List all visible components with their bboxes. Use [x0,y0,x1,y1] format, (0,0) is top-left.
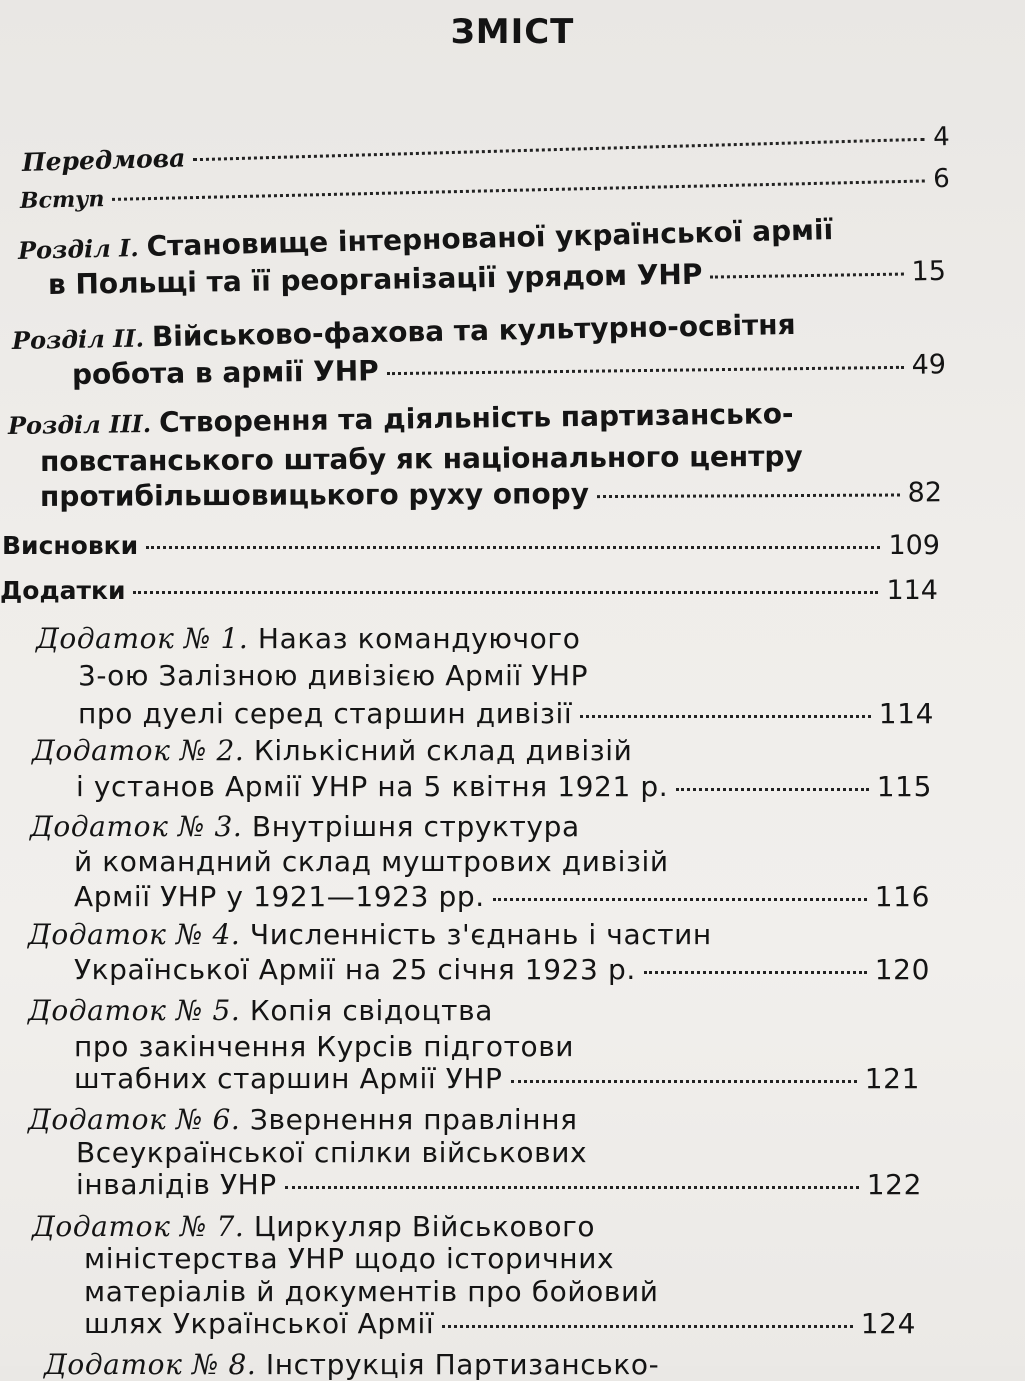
appendix-4-line1 [28,918,712,951]
entry-label: Додатки [0,576,126,605]
toc-entry-r2-line1 [12,308,796,356]
dot-leader [580,715,870,718]
chapter-title-line: Становище інтернованої української армії [146,213,834,263]
toc-entry-r3-line3 [40,475,942,513]
appendix-3-line2 [74,845,669,878]
dot-leader [676,788,869,791]
appendix-text: Звернення правління [249,1103,578,1136]
chapter-title-line: протибільшовицького руху опору [39,477,590,513]
appendix-7-line1 [32,1210,595,1243]
appendix-5-line3 [74,1062,920,1095]
dot-leader [493,898,867,901]
appendix-label: Додаток № 7. [32,1210,245,1243]
appendix-label: Додаток № 8. [44,1348,257,1381]
appendix-text: Кількісний склад дивізій [253,734,633,767]
chapter-title-line: Військово-фахова та культурно-освітня [151,307,796,354]
appendix-text: Армії УНР у 1921—1923 рр. [74,880,485,913]
appendix-text: штабних старшин Армії УНР [74,1062,503,1095]
appendix-6-line3 [76,1168,922,1201]
dot-leader [387,366,904,375]
appendix-text: інвалідів УНР [76,1168,277,1201]
toc-entry-dodatky [0,575,938,606]
appendix-label: Додаток № 3. [30,810,243,843]
appendix-1-line2 [78,659,588,692]
appendix-text: Циркуляр Військового [253,1210,596,1243]
appendix-6-line2 [76,1136,587,1169]
dot-leader [133,591,878,594]
dot-leader [597,493,900,498]
entry-label: Вступ [19,186,105,214]
appendix-6-line1 [28,1103,578,1136]
page-number: 114 [886,575,938,606]
appendix-label: Додаток № 1. [36,622,249,655]
page-number: 120 [874,953,930,986]
chapter-title-line: Створення та діяльність партизансько- [158,397,794,439]
appendix-4-line2 [74,953,930,986]
toc-entry-vysnovky [2,530,940,561]
appendix-2-line2 [76,770,932,803]
dot-leader [511,1080,857,1083]
entry-label: Висновки [2,531,139,560]
chapter-prefix: Розділ I. [17,233,140,265]
toc-entry-r3-line1 [8,397,794,441]
appendix-text: матеріалів й документів про бойовий [84,1275,659,1308]
dot-leader [193,138,925,161]
appendix-label: Додаток № 2. [32,734,245,767]
appendix-text: 3-ою Залізною дивізією Армії УНР [78,659,589,692]
chapter-title-line: робота в армії УНР [71,354,379,391]
dot-leader [644,971,867,974]
page-number: 15 [911,255,947,288]
appendix-text: Всеукраїнської спілки військових [76,1136,588,1169]
page-number: 122 [866,1168,922,1201]
appendix-8-line1 [44,1348,659,1381]
page-number: 114 [878,697,934,730]
appendix-label: Додаток № 6. [28,1103,241,1136]
appendix-3-line1 [30,810,580,843]
appendix-text: Копія свідоцтва [249,994,493,1027]
appendix-text: і установ Армії УНР на 5 квітня 1921 р. [76,770,669,803]
appendix-text: Інструкція Партизансько- [265,1348,660,1381]
chapter-title-line: повстанського штабу як національного центру [39,439,803,478]
appendix-7-line3 [84,1275,659,1308]
page-number: 124 [860,1307,916,1340]
appendix-2-line1 [32,734,632,767]
chapter-prefix: Розділ III. [7,409,152,440]
appendix-text: міністерства УНР щодо історичних [84,1242,615,1275]
page-number: 6 [932,163,951,195]
appendix-7-line4 [84,1307,916,1340]
chapter-prefix: Розділ II. [11,323,145,355]
toc-entry-r3-line2 [40,440,803,478]
appendix-text: й командний склад муштрових дивізій [74,845,669,878]
appendix-5-line1 [28,994,493,1027]
appendix-text: про дуелі серед старшин дивізії [78,697,573,730]
appendix-7-line2 [84,1242,614,1275]
appendix-label: Додаток № 5. [28,994,241,1027]
dot-leader [710,273,903,279]
appendix-text: шлях Української Армії [84,1307,435,1340]
page-number: 109 [888,530,940,561]
appendix-text: Численність з'єднань і частин [249,918,712,951]
appendix-text: Української Армії на 25 січня 1923 р. [74,953,636,986]
appendix-text: Наказ командуючого [257,622,581,655]
appendix-1-line1 [36,622,580,655]
toc-entry-r2-line2 [72,347,946,391]
entry-label: Передмова [21,143,186,177]
page-number: 115 [876,770,932,803]
dot-leader [146,546,880,549]
dot-leader [112,179,925,200]
dot-leader [442,1325,852,1328]
appendix-1-line3 [78,697,934,730]
page-title: ЗМІСТ [450,12,575,52]
page-number: 116 [874,880,930,913]
appendix-5-line2 [74,1030,574,1063]
appendix-label: Додаток № 4. [28,918,241,951]
page-number: 4 [932,122,951,153]
appendix-text: Внутрішня структура [251,810,580,843]
page-number: 49 [911,349,947,381]
page-number: 121 [864,1062,920,1095]
appendix-text: про закінчення Курсів підготови [74,1030,575,1063]
appendix-3-line3 [74,880,930,913]
dot-leader [285,1186,859,1189]
page-number: 82 [907,477,943,509]
chapter-title-line: в Польщі та її реорганізації урядом УНР [47,257,703,301]
